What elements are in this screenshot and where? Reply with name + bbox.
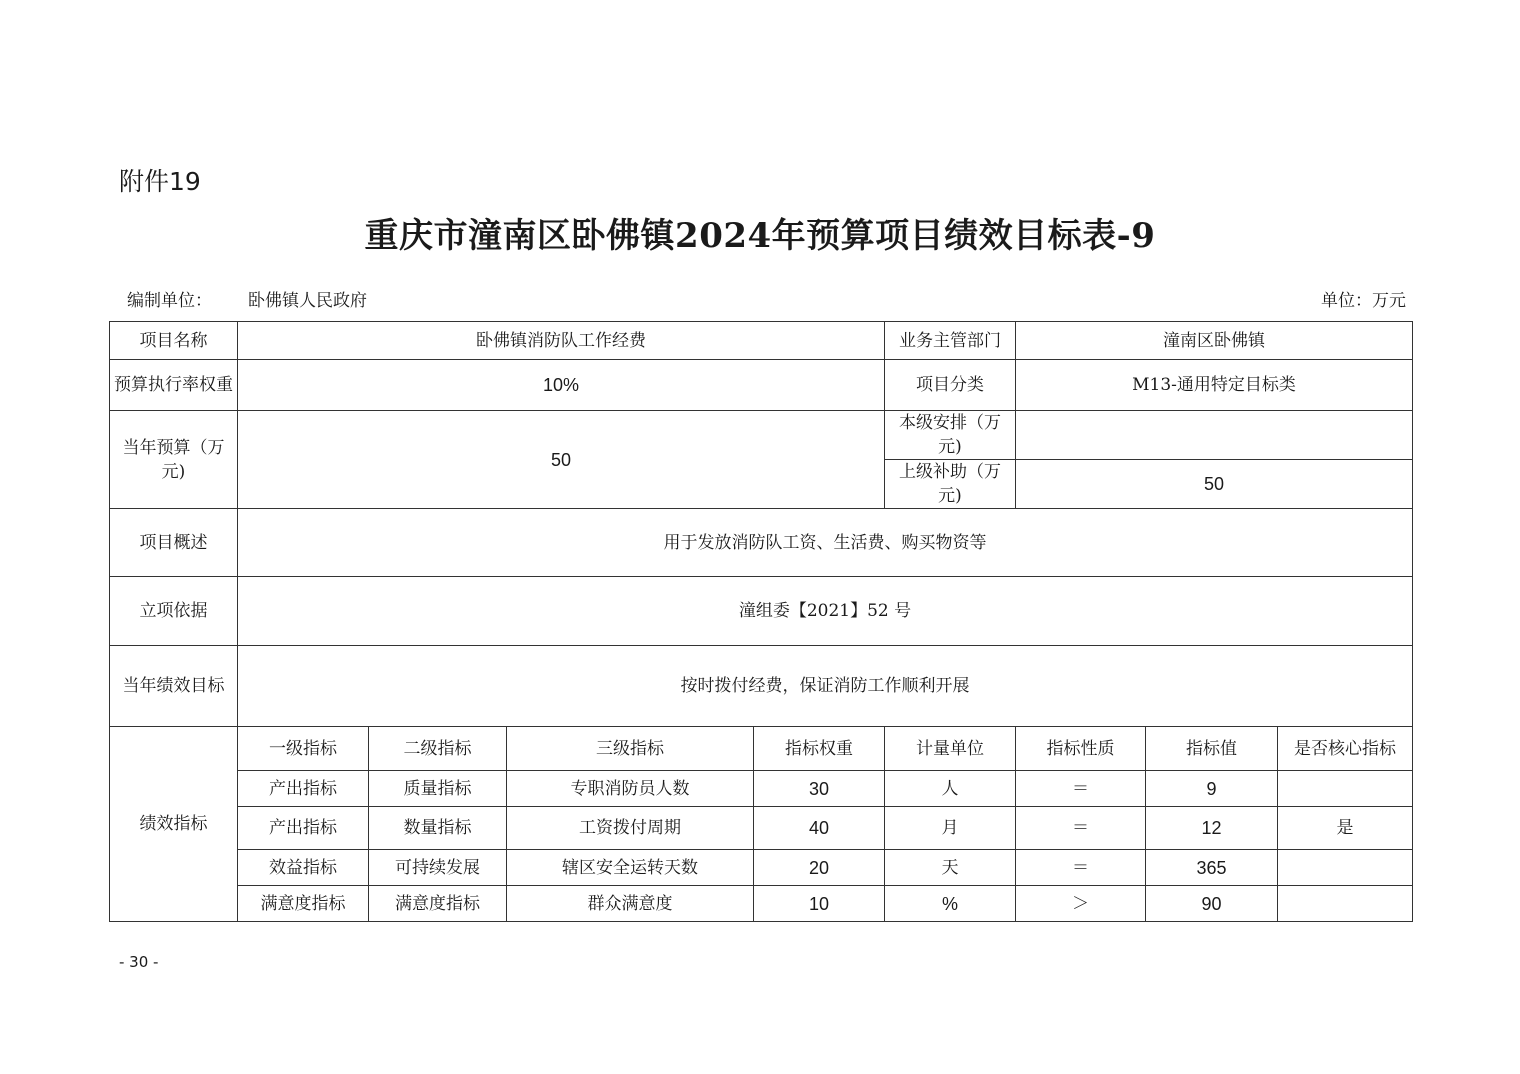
table-row (110, 509, 1413, 577)
budget-value: 50 (238, 411, 885, 509)
project-name-value: 卧佛镇消防队工作经费 (238, 322, 885, 360)
table-cell: 90 (1146, 886, 1278, 922)
project-name-label: 项目名称 (110, 322, 238, 360)
table-cell: 质量指标 (369, 771, 507, 807)
exec-rate-value: 10% (238, 360, 885, 411)
table-cell: 40 (754, 807, 885, 850)
table-cell: 工资拨付周期 (507, 807, 754, 850)
table-cell (1278, 886, 1413, 922)
table-row (110, 646, 1413, 727)
table-row (110, 360, 1413, 411)
page-number: - 30 - (119, 953, 159, 971)
table-cell: 满意度指标 (238, 886, 369, 922)
currency-unit: 单位：万元 (1321, 291, 1406, 311)
table-cell: 专职消防员人数 (507, 771, 754, 807)
table-cell: 人 (885, 771, 1016, 807)
overview-value: 用于发放消防队工资、生活费、购买物资等 (238, 509, 1413, 577)
column-header: 是否核心指标 (1278, 727, 1413, 771)
column-header: 指标性质 (1016, 727, 1146, 771)
table-cell: 可持续发展 (369, 850, 507, 886)
table-cell: 产出指标 (238, 771, 369, 807)
table-row (110, 850, 1413, 886)
dept-label: 业务主管部门 (885, 322, 1016, 360)
exec-rate-label: 预算执行率权重 (110, 360, 238, 411)
table-cell: 辖区安全运转天数 (507, 850, 754, 886)
table-cell: 群众满意度 (507, 886, 754, 922)
table-cell: 12 (1146, 807, 1278, 850)
column-header: 计量单位 (885, 727, 1016, 771)
table-row (110, 411, 1413, 460)
table-cell: ＞ (1016, 886, 1146, 922)
column-header: 指标权重 (754, 727, 885, 771)
budget-label: 当年预算（万元) (110, 411, 238, 509)
goal-label: 当年绩效目标 (110, 646, 238, 727)
column-header: 一级指标 (238, 727, 369, 771)
table-cell: ＝ (1016, 771, 1146, 807)
table-cell: 365 (1146, 850, 1278, 886)
table-cell: ＝ (1016, 807, 1146, 850)
table-row (110, 807, 1413, 850)
column-header: 三级指标 (507, 727, 754, 771)
local-arrangement-value (1016, 411, 1413, 460)
compiling-unit-label: 编制单位： (127, 291, 212, 311)
table-cell: 10 (754, 886, 885, 922)
table-cell: % (885, 886, 1016, 922)
table-cell: 数量指标 (369, 807, 507, 850)
indicators-label: 绩效指标 (110, 727, 238, 922)
table-cell: 月 (885, 807, 1016, 850)
table-cell: 20 (754, 850, 885, 886)
table-row (110, 727, 1413, 771)
basis-label: 立项依据 (110, 577, 238, 646)
table-cell: ＝ (1016, 850, 1146, 886)
table-cell: 产出指标 (238, 807, 369, 850)
table-cell (1278, 771, 1413, 807)
table-row (110, 322, 1413, 360)
category-value: M13-通用特定目标类 (1016, 360, 1413, 411)
column-header: 指标值 (1146, 727, 1278, 771)
compiling-unit (127, 286, 367, 311)
table-cell: 天 (885, 850, 1016, 886)
upper-subsidy-label: 上级补助（万元) (885, 460, 1016, 509)
performance-target-table (109, 321, 1413, 922)
attachment-label: 附件19 (119, 167, 201, 196)
goal-value: 按时拨付经费，保证消防工作顺利开展 (238, 646, 1413, 727)
table-row (110, 577, 1413, 646)
local-arrangement-label: 本级安排（万元) (885, 411, 1016, 460)
column-header: 二级指标 (369, 727, 507, 771)
compiling-unit-value: 卧佛镇人民政府 (248, 291, 367, 311)
overview-label: 项目概述 (110, 509, 238, 577)
table-cell: 是 (1278, 807, 1413, 850)
basis-value: 潼组委【2021】52 号 (238, 577, 1413, 646)
table-cell: 9 (1146, 771, 1278, 807)
document-title: 重庆市潼南区卧佛镇2024年预算项目绩效目标表-9 (364, 216, 1156, 256)
dept-value: 潼南区卧佛镇 (1016, 322, 1413, 360)
table-row (110, 771, 1413, 807)
table-cell: 满意度指标 (369, 886, 507, 922)
table-cell: 30 (754, 771, 885, 807)
category-label: 项目分类 (885, 360, 1016, 411)
table-cell (1278, 850, 1413, 886)
table-row (110, 886, 1413, 922)
upper-subsidy-value: 50 (1016, 460, 1413, 509)
table-cell: 效益指标 (238, 850, 369, 886)
